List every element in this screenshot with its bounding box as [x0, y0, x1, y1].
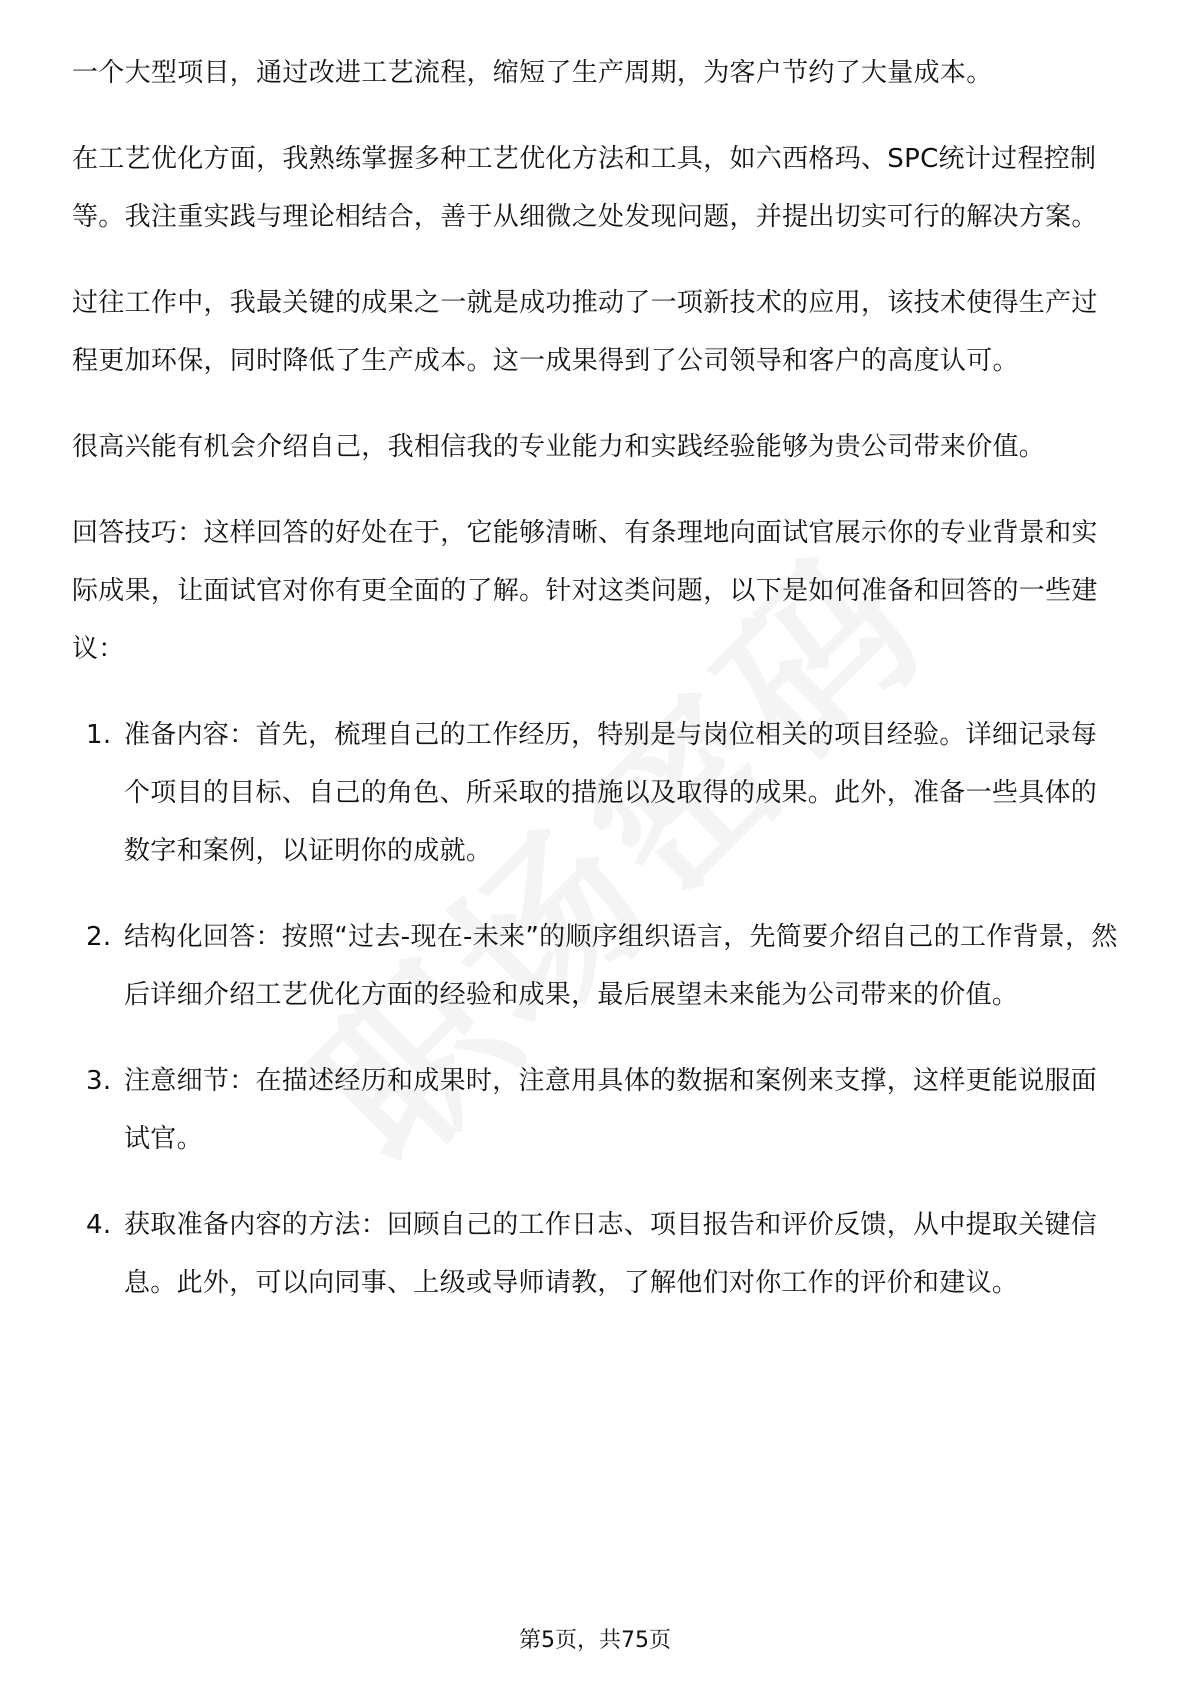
- paragraph-process-optimization: 在工艺优化方面，我熟练掌握多种工艺优化方法和工具，如六西格玛、SPC统计过程控制等。我注重实践与理论相结合，善于从细微之处发现问题，并提出切实可行的解决方案。: [72, 144, 1098, 232]
- paragraph-key-achievement: 过往工作中，我最关键的成果之一就是成功推动了一项新技术的应用，该技术使得生产过程更加环保，同时降低了生产成本。这一成果得到了公司领导和客户的高度认可。: [72, 288, 1098, 376]
- list-item: [72, 908, 1122, 1024]
- list-item-number: 3.: [86, 1066, 112, 1096]
- list-item-text: 准备内容：首先，梳理自己的工作经历，特别是与岗位相关的项目经验。详细记录每个项目的目标、自己的角色、所采取的措施以及取得的成果。此外，准备一些具体的数字和案例，以证明你的成就。: [124, 720, 1098, 866]
- list-item: [72, 1052, 1122, 1168]
- list-item-number: 1.: [86, 720, 112, 750]
- list-item: [72, 706, 1122, 880]
- page-footer: 第5页，共75页: [519, 1628, 671, 1653]
- paragraph-answer-tips: 回答技巧：这样回答的好处在于，它能够清晰、有条理地向面试官展示你的专业背景和实际成果，让面试官对你有更全面的了解。针对这类问题，以下是如何准备和回答的一些建议：: [72, 518, 1098, 664]
- tips-list: [72, 706, 1122, 1312]
- list-item: [72, 1196, 1122, 1312]
- paragraph-project: 一个大型项目，通过改进工艺流程，缩短了生产周期，为客户节约了大量成本。: [72, 58, 993, 88]
- list-item-text: 注意细节：在描述经历和成果时，注意用具体的数据和案例来支撑，这样更能说服面试官。: [124, 1066, 1098, 1154]
- list-item-number: 2.: [86, 922, 112, 952]
- list-item-number: 4.: [86, 1210, 112, 1240]
- list-item-text: 结构化回答：按照“过去-现在-未来”的顺序组织语言，先简要介绍自己的工作背景，然后详细介绍工艺优化方面的经验和成果，最后展望未来能为公司带来的价值。: [124, 922, 1118, 1010]
- list-item-text: 获取准备内容的方法：回顾自己的工作日志、项目报告和评价反馈，从中提取关键信息。此外，可以向同事、上级或导师请教，了解他们对你工作的评价和建议。: [124, 1210, 1098, 1298]
- page-content: [72, 44, 1122, 1340]
- paragraph-closing: 很高兴能有机会介绍自己，我相信我的专业能力和实践经验能够为贵公司带来价值。: [72, 432, 1046, 462]
